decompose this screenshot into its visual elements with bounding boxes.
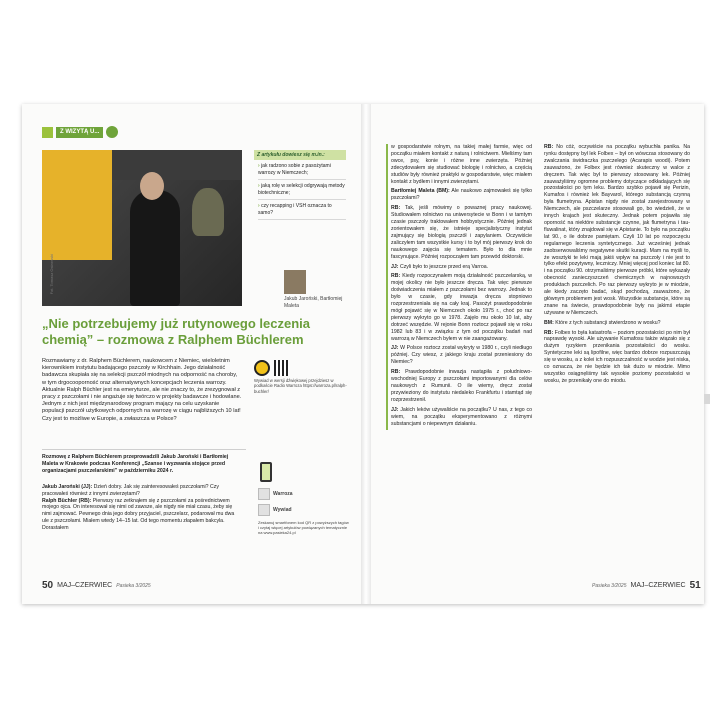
article-title: „Nie potrzebujemy już rutynowego leczenia chemią” – rozmowa z Ralphem Büchlerem bbox=[42, 316, 310, 347]
speaker: RB: bbox=[544, 329, 554, 336]
article-highlights-box bbox=[254, 150, 346, 236]
issue-label: MAJ–CZERWIEC bbox=[57, 582, 113, 589]
paragraph bbox=[391, 205, 532, 260]
speaker: BM: bbox=[544, 319, 554, 326]
speech: W Polsce roztocz został wykryty w 1980 r., czyli niedługo później. Czy wiesz, z jakiego kraju został przeniesiony do Niemiec? bbox=[391, 345, 532, 366]
speaker: RB: bbox=[544, 144, 554, 150]
magazine-name: Pasieka 3/2025 bbox=[116, 582, 151, 589]
speech: Tak, jeśli mówimy o powaznej pracy naukowej. Studiowałem rolnictwo na uniwersytecie w Bonn i w tamtym czasie pszczoły traktowałem hobbystycznie. Później jednak zorientowałem się, że istnieje specjalistyczny instytut zajmujący się biologią pszczół i zapylaniem. Oczywiście zaliczyłem tam wszystkie kursy i to był mój pierwszy krok do naukowego zajęcia się tematem. Było to dla mnie fascynujące. Później rozpocząłem tam przewód doktorski. bbox=[391, 205, 532, 260]
author-photo bbox=[284, 270, 306, 294]
right-footer bbox=[592, 580, 701, 591]
paragraph bbox=[391, 369, 532, 404]
article-intro: Rozmowę z Ralphem Büchlerem przeprowadzili Jakub Jaroński i Bartłomiej Maleta w Krakowie podczas Konferencji „Szanse i wyzwania stojące przed organizacjami pszczelarskimi” w październiku 2024 r. bbox=[42, 454, 229, 474]
qr-code-icon[interactable] bbox=[274, 360, 290, 376]
speech: Jakich leków używaliście na początku? U nas, z tego co wiem, na początku eksperymentowano z różnymi substancjami o niepewnym działaniu. bbox=[391, 406, 532, 427]
section-tag-label: Z WIZYTĄ U... bbox=[56, 127, 103, 138]
speech: Które z tych substancji stwierdzono w wosku? bbox=[553, 319, 661, 326]
speech: w gospodarstwie rolnym, na takiej małej farmie, więc od początku miałem kontakt z naturą i rolnictwem. Mieliśmy tam owce, psy, konie i różne inne zwierzęta. Później zdecydowałem się studiować biologię i rolnictwo, a częścią studiów były również praktyki w gospodarstwie, więc miałem kontakt z bydłem i innymi zwierzętami. bbox=[391, 144, 532, 185]
paragraph bbox=[391, 188, 532, 202]
tag-qr-icon[interactable] bbox=[258, 504, 270, 516]
article-lead: Rozmawiamy z dr. Ralphem Büchlerem, naukowcem z Niemiec, wieloletnim kierownikiem instytutu badającego pszczoły w Kirchhain. Jego działalność badawcza skupiała się na selekcji pszczół miodnych na odporność na choroby, w tym drgocooporność oraz alternatywnych koncepcjach leczenia warrozy. Aktualnie Ralph Büchler jest na emeryturze, ale nie znaczy to, że zrezygnował z pracy z pszczołami i nie angażuje się twórczo w projekty badawcze i hodowlane. Jednym z nich jest międzynarodowy program mający na celu uzyskanie populacji pszczół użytkowych odpornych na warrozę w ciągu najbliższych 10 lat! Czy jest to możliwe w Europie, a zwłaszcza w Polsce? bbox=[42, 358, 242, 422]
speech: Kiedy rozpoczynałem moją działalność pszczelarską, w mojej okolicy nie było jeszcze dręcza. Tak więc pierwsze doświadczenia miałem z pszczołami bez warrozy. Jednak to było w czasie, gdy inwazja dręcza stopniowo rozprzestrzeniała się na cały kraj. Pasożyt prawdopodobnie mógł pojawić się w Niemczech około 1975 r., choć po raz pierwszy wykryto go w 1978. Zajęło mu około 10 lat, aby dotrzeć wszędzie. W rejonie Bonn roztocz pojawił się w roku 1982 lub 83 i w związku z tym od początku badań nad warrozą w Niemczech byłem w nie zaangażowany. bbox=[391, 273, 532, 342]
speech: Czyli było to jeszcze przed erą Varroa. bbox=[398, 263, 489, 270]
tag-qr-icon[interactable] bbox=[258, 488, 270, 500]
tag-label: Warroza bbox=[273, 491, 293, 497]
podcast-box bbox=[254, 360, 350, 394]
column-1 bbox=[386, 144, 532, 430]
paragraph bbox=[544, 320, 690, 327]
interview-photo bbox=[42, 150, 242, 306]
speaker: JJ: bbox=[391, 345, 399, 352]
speaker: RB: bbox=[391, 273, 401, 280]
paragraph bbox=[544, 330, 690, 385]
speech: Prawdopodobnie inwazja nastąpiła z południowo-wschodniej Europy z pszczołami importowanymi dla celów naukowych z Rumunii. O ile wiemy, dręcz został przywieziony do instytutu niedaleko Frankfurtu i stamtąd się rozprzestrzenił. bbox=[391, 369, 532, 403]
tag-label: Wywiad bbox=[273, 507, 292, 513]
photo-credit: Fot. Tomasz Ostrowski bbox=[49, 254, 54, 295]
author-caption: Jakub Jaroński, Bartłomiej Maleta bbox=[284, 296, 343, 309]
page-number: 50 bbox=[42, 580, 54, 591]
speaker: RB: bbox=[391, 205, 401, 212]
qr-tag-icon bbox=[42, 127, 53, 138]
paragraph bbox=[391, 264, 532, 271]
speaker: JJ: bbox=[391, 406, 399, 413]
speech: Ale naukowo zajmowałeś się tylko pszczołami? bbox=[391, 188, 532, 202]
article-body bbox=[42, 484, 242, 532]
column-2 bbox=[544, 144, 690, 388]
speaker: Jakub Jaroński (JJ): bbox=[42, 484, 93, 490]
paragraph bbox=[391, 273, 532, 342]
magazine-name: Pasieka 3/2025 bbox=[592, 582, 627, 589]
smartphone-icon bbox=[260, 462, 272, 482]
speech: Dzień dobry. Jak się zainteresowałeś pszczołami? Czy pracowałeś również z innymi zwierzętami? bbox=[42, 484, 219, 497]
paragraph bbox=[391, 345, 532, 366]
tags-text: Zeskanuj smartfonem kod QR z powyższych tagów i czytaj więcej artykułów powiązanych tematycznie na www.pasieka24.pl bbox=[258, 520, 349, 536]
right-page bbox=[372, 104, 704, 604]
speech: Pierwszy raz zetknąłem się z pszczołami za pośrednictwem mojego ojca. On interesował się nimi od zawsze, ale nigdy nie miał czasu, żeby się nimi zajmować. Pewnego dnia jego dobry przyjaciel, pszczelarz, podarował mu dwa ule z pszczołami. Miałem wtedy 14–15 lat. Od tego momentu złapałem bakcyla. Dorastałem bbox=[42, 497, 235, 531]
section-tag bbox=[42, 126, 118, 138]
magazine-spread bbox=[22, 104, 704, 604]
highlight-item: › jaką rolę w selekcji odgrywają metody biotechniczne; bbox=[258, 183, 346, 200]
tags-box bbox=[258, 488, 350, 536]
speaker: Ralph Büchler (RB): bbox=[42, 497, 92, 504]
page-edge-tab bbox=[704, 394, 710, 404]
speech: Folbex to była katastrofa – poziom pozostałości po nim był naprawdę wysoki. Ale używanie Kumafosu także wiązało się z dużym ryzykiem przenikania pozostałości do wosku. Syntetyczne leki są lipofilne, więc bardzo dobrze rozpuszczają się w wosku, a z kolei ich rozpuszczalność w wodzie jest niska, co oznacza, że nie będzie ich tak dużo w miodzie. Mimo wszystko osiągnęliśmy tak wysokie poziomy pozostałości w wosku, że przenikały one do miodu. bbox=[544, 329, 690, 384]
podcast-text: Wywiad w wersji dźwiękowej przejdziesz w podkaście Radio Warroza https://warroza.pl/ralph-buchler/ bbox=[254, 378, 347, 394]
issue-label: MAJ–CZERWIEC bbox=[630, 582, 686, 589]
radio-warroza-logo-icon bbox=[254, 360, 270, 376]
speaker: JJ: bbox=[391, 263, 399, 270]
page-gutter bbox=[361, 104, 371, 604]
page-number: 51 bbox=[689, 580, 701, 591]
highlights-heading: Z artykułu dowiesz się m.in.: bbox=[254, 150, 346, 160]
left-page bbox=[22, 104, 362, 604]
divider bbox=[42, 449, 246, 450]
paragraph bbox=[391, 144, 532, 185]
left-footer bbox=[42, 580, 151, 591]
speaker: Bartłomiej Maleta (BM): bbox=[391, 188, 450, 195]
speech: No cóż, oczywiście na początku wybuchła panika. Na rynku dostępny był lek Folbex – był on wówczas stosowany do zwalczania świdraczka pszczelego (Acarapis woodi). Potem zauważono, że Folbex jest również skuteczny w walce z dręczem. Tak więc był to pierwszy stosowany lek. Później zauważyliśmy ogromne problemy dotyczące odkładających się pozostałości po tym leku. Bardzo szybko pojawił się Perizin, Kumafos i również lek Bayvarol, którego substancją czynną była flumetryna. Apistan nigdy nie został zarejestrowany w Niemczech, ale pszczelarze stosowali go, bo wiedzieli, że w innych krajach jest skuteczny. Jednak potem pojawiła się oporność na niektóre substancje czynne, jak flumetryna i tau-fluwalinat, który znajdował się w Apistanie. To było na początku lat 90., o ile dobrze pamiętam. Czyli 10 lat po rozpoczęciu regularnego leczenia syntetycznego. Już wcześniej jednak zaobserwowaliśmy negatywne skutki kuracji. Mam na myśli to, że wosztyki te leki mają jakiś wpływ na pszczoły i nie jest to tylko efekt pozytywny, leczniczy. Mniej więcej pod koniec lat 80. i na początku 90. otrzymaliśmy pierwsze próbki, które wykazały obecność zanieczyszczeń chemicznych w najnowszych produktach pszczelich. Po raz pierwszy wykryto je w miodzie, ale kiedy zaczęto badać, skąd pochodzą, zauważono, że głównym problemem jest wosk. Wszystkie substancje, które są znane na świecie, prawdopodobnie były na jakimś etapie używane w Niemczech. bbox=[544, 144, 690, 316]
highlight-item: › jak radzono sobie z pasożytami warrozy w Niemczech; bbox=[258, 163, 346, 180]
paragraph bbox=[391, 407, 532, 428]
highlight-item: › czy recapping i VSH oznacza to samo? bbox=[258, 203, 346, 220]
bee-logo-icon bbox=[106, 126, 118, 138]
speaker: RB: bbox=[391, 369, 401, 376]
paragraph bbox=[544, 144, 690, 317]
